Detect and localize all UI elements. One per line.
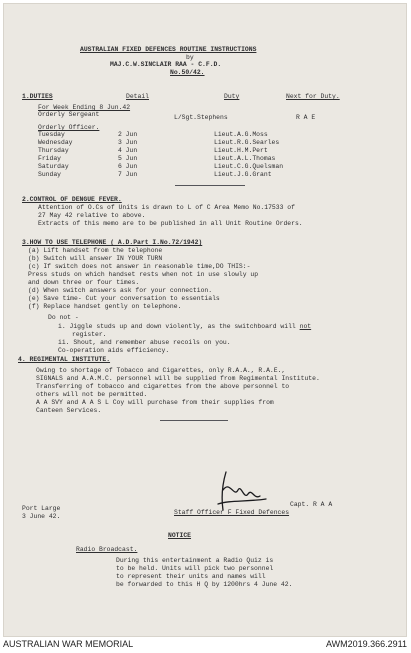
doc-title-by: by <box>186 54 194 61</box>
duty-officer: Lieut.J.G.Grant <box>214 171 272 178</box>
institute-text: SIGNALS and A.A.M.C. personnel will be supplied from Regimental Institute. <box>36 375 320 382</box>
orderly-sergeant-unit: R A E <box>296 114 316 121</box>
doc-number: No.50/42. <box>170 69 205 76</box>
do-not-item-2: ii. Shout, and remember abuse recoils on you. <box>58 339 231 346</box>
notice-heading: NOTICE <box>168 532 192 539</box>
institute-heading: 4. REGIMENTAL INSTITUTE. <box>18 356 111 363</box>
col-next: Next for Duty. <box>286 93 340 100</box>
week-ending: For Week Ending 8 Jun.42 <box>38 104 131 111</box>
orderly-sergeant-name: L/Sgt.Stephens <box>174 114 228 121</box>
dengue-text-3: Extracts of this memo are to be published in all Unit Routine Orders. <box>38 220 303 227</box>
do-not-item-1-cont: register. <box>72 331 107 338</box>
sign-place: Port Large <box>22 505 61 512</box>
footer-source: AUSTRALIAN WAR MEMORIAL <box>3 639 134 649</box>
orderly-officer-label: Orderly Officer. <box>38 124 100 131</box>
cooperation-note: Co-operation aids efficiency. <box>58 347 170 354</box>
duty-officer: Lieut.R.G.Searles <box>214 139 280 146</box>
telephone-item: and down three or four times. <box>28 279 140 286</box>
notice-text: be forwarded to this H Q by 1200hrs 4 June 42. <box>116 581 293 588</box>
orderly-sergeant-label: Orderly Sergeant <box>38 111 100 118</box>
dengue-heading: 2.CONTROL OF DENGUE FEVER. <box>22 196 122 203</box>
dengue-text-1: Attention of O.Cs of Units is drawn to L of C Area Memo No.17533 of <box>38 204 295 211</box>
duty-officer: Lieut.C.G.Quelsman <box>214 163 284 170</box>
duty-day: Tuesday <box>38 131 65 138</box>
duty-day: Thursday <box>38 147 69 154</box>
notice-text: to represent their units and names will <box>116 573 266 580</box>
do-not-item-1: i. Jiggle studs up and down violently, as the switchboard will not <box>58 323 312 330</box>
duty-date: 2 Jun <box>118 131 138 138</box>
duty-date: 3 Jun <box>118 139 138 146</box>
notice-text: During this entertainment a Radio Quiz is <box>116 557 274 564</box>
sign-rank: Capt. R A A <box>290 501 333 508</box>
duty-officer: Lieut.A.G.Moss <box>214 131 268 138</box>
do-not-label: Do not - <box>48 314 79 321</box>
telephone-item: (e) Save time- Cut your conversation to essentials <box>28 295 220 302</box>
telephone-item: Press studs on which handset rests when not in use slowly up <box>28 271 259 278</box>
doc-title: AUSTRALIAN FIXED DEFENCES ROUTINE INSTRUCTIONS <box>80 46 257 53</box>
duty-date: 5 Jun <box>118 155 138 162</box>
telephone-item: (f) Replace handset gently on telephone. <box>28 303 182 310</box>
notice-text: to be held. Units will pick two personnel <box>116 565 274 572</box>
telephone-item: (b) Switch will answer IN YOUR TURN <box>28 255 163 262</box>
footer-accession: AWM2019.366.2911 <box>325 639 407 649</box>
telephone-item: (a) Lift handset from the telephone <box>28 247 163 254</box>
telephone-item: (c) If switch does not answer in reasonable time,DO THIS:- <box>28 263 251 270</box>
duty-officer: Lieut.H.M.Pert <box>214 147 268 154</box>
section-divider <box>175 185 245 186</box>
duties-heading: 1.DUTIES <box>22 93 53 100</box>
duty-date: 4 Jun <box>118 147 138 154</box>
section-divider <box>160 420 228 421</box>
institute-text: Transferring of tobacco and cigarettes from the above personnel to <box>36 383 290 390</box>
institute-text: Owing to shortage of Tobacco and Cigarettes, only R.A.A., R.A.E., <box>36 367 286 374</box>
notice-subheading: Radio Broadcast. <box>76 546 138 553</box>
duty-date: 7 Jun <box>118 171 138 178</box>
duty-officer: Lieut.A.L.Thomas <box>214 155 276 162</box>
col-duty: Duty <box>224 93 240 100</box>
institute-text: Canteen Services. <box>36 407 102 414</box>
duty-day: Sunday <box>38 171 62 178</box>
duty-date: 6 Jun <box>118 163 138 170</box>
institute-text: A A SVY and A A S L Coy will purchase from their supplies from <box>36 399 274 406</box>
sign-title: Staff Officer F Fixed Defences <box>174 509 290 516</box>
dengue-text-2: 27 May 42 relative to above. <box>38 212 146 219</box>
sign-date: 3 June 42. <box>22 513 61 520</box>
duty-day: Wednesday <box>38 139 73 146</box>
telephone-item: (d) When switch answers ask for your connection. <box>28 287 213 294</box>
institute-text: others will not be permitted. <box>36 391 148 398</box>
duty-day: Friday <box>38 155 62 162</box>
telephone-heading: 3.HOW TO USE TELEPHONE ( A.D.Part I.No.72/1942) <box>22 239 203 246</box>
doc-author: MAJ.C.W.SINCLAIR RAA - C.F.D. <box>110 61 222 68</box>
col-detail: Detail <box>126 93 150 100</box>
duty-day: Saturday <box>38 163 69 170</box>
